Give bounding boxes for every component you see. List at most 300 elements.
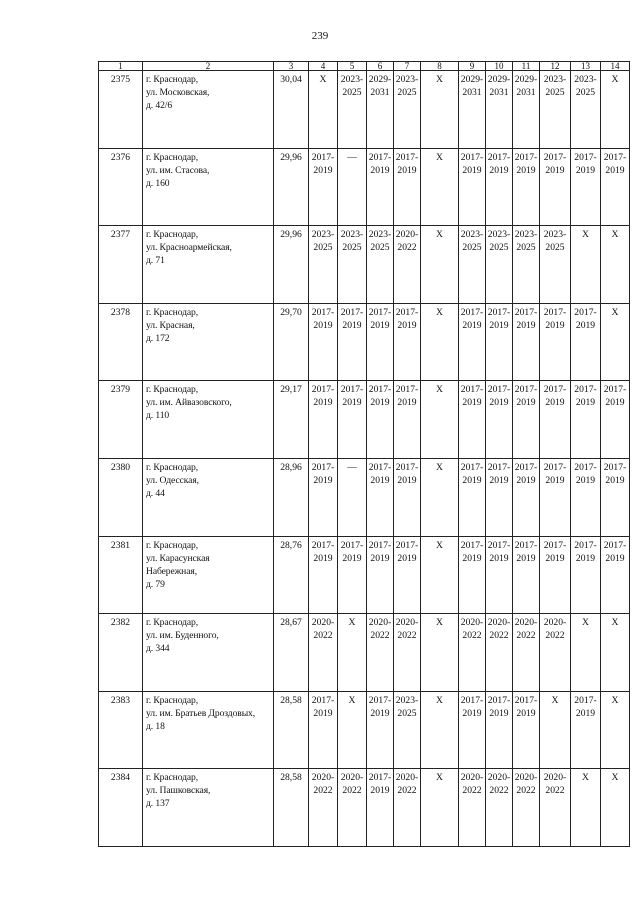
period-text: 2017- xyxy=(487,694,511,706)
period-text: 2031 xyxy=(516,87,536,98)
period-cell-col-8 xyxy=(421,536,459,614)
address-line: ул. им. Стасова, xyxy=(146,164,210,176)
address-line: ул. Московская, xyxy=(146,87,210,98)
period-text: Х xyxy=(611,74,619,85)
period-text: 2017- xyxy=(368,461,392,473)
period-text: 2020- xyxy=(514,772,538,784)
period-cell-col-13 xyxy=(571,303,601,381)
period-cell-col-13 xyxy=(571,536,601,614)
address-cell xyxy=(143,691,274,769)
period-text: 2017- xyxy=(487,306,511,318)
period-text: 2025 xyxy=(462,242,482,254)
period-text: 2017- xyxy=(603,384,627,396)
period-cell-col-14 xyxy=(601,303,630,381)
period-text: 2022 xyxy=(313,785,333,797)
period-cell-col-14 xyxy=(601,226,630,304)
period-text: 2017- xyxy=(460,461,484,473)
period-cell-col-7 xyxy=(394,769,421,847)
page-number: 239 xyxy=(311,30,329,42)
period-cell-col-6 xyxy=(367,769,394,847)
period-text: 2025 xyxy=(313,242,333,254)
address-cell xyxy=(143,614,274,692)
period-text: 2017- xyxy=(460,539,484,551)
address-line: д. 44 xyxy=(146,487,165,499)
table-row xyxy=(99,71,630,149)
period-text: 2017- xyxy=(574,694,597,706)
period-cell-col-14 xyxy=(601,691,630,769)
period-cell-col-11 xyxy=(513,148,540,226)
period-cell-col-6 xyxy=(367,71,394,149)
period-cell-col-9 xyxy=(459,303,486,381)
period-text: 2019 xyxy=(313,319,333,331)
address-line: Набережная, xyxy=(146,565,197,577)
period-cell-col-13 xyxy=(571,71,601,149)
period-text: Х xyxy=(611,306,619,318)
period-text: 2017- xyxy=(603,539,627,551)
period-text: 2022 xyxy=(462,785,482,797)
period-text: 2019 xyxy=(397,397,417,409)
column-header-6: 6 xyxy=(367,62,394,71)
period-cell-col-7 xyxy=(394,536,421,614)
period-text: 2017- xyxy=(340,384,364,396)
table-body xyxy=(99,71,630,847)
address-line: г. Краснодар, xyxy=(146,694,199,706)
period-cell-col-9 xyxy=(459,148,486,226)
period-cell-col-9 xyxy=(459,536,486,614)
period-text: 2017- xyxy=(368,694,392,706)
period-text: 2020- xyxy=(311,617,335,629)
period-text: 2020- xyxy=(368,617,392,629)
period-text: 2019 xyxy=(397,552,417,564)
address-line: г. Краснодар, xyxy=(146,772,199,784)
period-text: 2019 xyxy=(370,707,390,719)
address-cell xyxy=(143,536,274,614)
period-cell-col-5 xyxy=(338,381,367,459)
period-cell-col-8 xyxy=(421,614,459,692)
row-number: 2377 xyxy=(99,226,143,304)
period-text: 2031 xyxy=(370,87,390,98)
period-cell-col-12 xyxy=(540,536,571,614)
period-text: 2017- xyxy=(368,539,392,551)
area-cell: 28,58 xyxy=(274,691,309,769)
period-text: 2017- xyxy=(311,461,335,473)
address-cell xyxy=(143,458,274,536)
period-cell-col-5 xyxy=(338,303,367,381)
period-text: 2017- xyxy=(603,461,627,473)
period-text: Х xyxy=(436,772,443,784)
period-cell-col-5 xyxy=(338,71,367,149)
area-cell: 28,96 xyxy=(274,458,309,536)
period-cell-col-4 xyxy=(309,226,338,304)
period-cell-col-10 xyxy=(486,71,513,149)
period-text: 2023- xyxy=(574,74,597,85)
address-line: г. Краснодар, xyxy=(146,306,199,318)
period-cell-col-9 xyxy=(459,691,486,769)
period-text: 2020- xyxy=(487,617,511,629)
address-line: д. 137 xyxy=(146,798,170,810)
period-text: 2019 xyxy=(516,319,536,331)
period-cell-col-11 xyxy=(513,303,540,381)
period-cell-col-13 xyxy=(571,458,601,536)
period-text: 2017- xyxy=(574,384,597,396)
period-text: 2029- xyxy=(368,74,392,85)
period-cell-col-12 xyxy=(540,148,571,226)
area-cell: 29,70 xyxy=(274,303,309,381)
period-text: 2023- xyxy=(543,229,567,241)
period-text: 2017- xyxy=(487,151,511,163)
period-text: 2019 xyxy=(545,164,565,176)
period-cell-col-10 xyxy=(486,614,513,692)
period-text: 2020- xyxy=(340,772,364,784)
period-text: Х xyxy=(436,461,443,473)
period-text: 2025 xyxy=(545,87,565,98)
row-number: 2376 xyxy=(99,148,143,226)
period-text: 2017- xyxy=(603,151,627,163)
period-text: 2025 xyxy=(342,242,362,254)
period-text: 2019 xyxy=(489,397,509,409)
period-text: 2025 xyxy=(575,87,596,98)
period-cell-col-7 xyxy=(394,458,421,536)
period-cell-col-11 xyxy=(513,769,540,847)
period-text: 2020- xyxy=(395,772,419,784)
period-text: 2017- xyxy=(574,539,597,551)
period-text: Х xyxy=(611,229,619,241)
period-cell-col-4 xyxy=(309,614,338,692)
period-text: 2019 xyxy=(516,397,536,409)
period-cell-col-9 xyxy=(459,226,486,304)
period-text: 2019 xyxy=(462,319,482,331)
period-text: 2019 xyxy=(313,164,333,176)
period-cell-col-10 xyxy=(486,769,513,847)
table-row xyxy=(99,458,630,536)
period-text: 2019 xyxy=(516,552,536,564)
period-text: Х xyxy=(436,694,443,706)
period-cell-col-12 xyxy=(540,691,571,769)
address-line: ул. им. Айвазовского, xyxy=(146,397,232,409)
period-cell-col-4 xyxy=(309,769,338,847)
period-text: 2017- xyxy=(311,694,335,706)
column-header-8: 8 xyxy=(421,62,459,71)
period-text: 2019 xyxy=(575,164,596,176)
period-text: 2017- xyxy=(574,461,597,473)
period-text: 2019 xyxy=(516,474,536,486)
row-number: 2381 xyxy=(99,536,143,614)
period-cell-col-11 xyxy=(513,226,540,304)
period-cell-col-12 xyxy=(540,458,571,536)
period-text: 2023- xyxy=(514,229,538,241)
period-text: 2017- xyxy=(368,384,392,396)
row-number: 2379 xyxy=(99,381,143,459)
period-text: 2019 xyxy=(489,707,509,719)
period-cell-col-6 xyxy=(367,458,394,536)
period-text: 2019 xyxy=(370,164,390,176)
period-text: 2022 xyxy=(489,630,509,642)
period-text: 2023- xyxy=(311,229,335,241)
period-text: 2017- xyxy=(543,384,567,396)
column-header-4: 4 xyxy=(309,62,338,71)
period-text: 2019 xyxy=(462,707,482,719)
period-text: 2022 xyxy=(489,785,509,797)
address-cell xyxy=(143,381,274,459)
period-cell-col-7 xyxy=(394,691,421,769)
period-text: 2023- xyxy=(460,229,484,241)
area-cell: 30,04 xyxy=(274,71,309,149)
period-text: 2017- xyxy=(487,461,511,473)
table-row xyxy=(99,226,630,304)
period-text: 2019 xyxy=(313,552,333,564)
period-cell-col-6 xyxy=(367,614,394,692)
period-text: 2023- xyxy=(543,74,567,85)
column-header-10: 10 xyxy=(486,62,513,71)
period-text: Х xyxy=(436,306,443,318)
column-header-3: 3 xyxy=(274,62,309,71)
period-text: 2017- xyxy=(514,694,538,706)
period-text: 2019 xyxy=(545,319,565,331)
period-text: 2025 xyxy=(397,87,417,98)
address-line: д. 160 xyxy=(146,177,170,189)
period-cell-col-13 xyxy=(571,381,601,459)
table-row xyxy=(99,303,630,381)
period-text: 2019 xyxy=(489,319,509,331)
period-text: 2017- xyxy=(311,539,335,551)
period-text: 2019 xyxy=(462,474,482,486)
period-text: 2017- xyxy=(368,306,392,318)
address-line: д. 42/6 xyxy=(146,100,173,111)
period-text: 2019 xyxy=(397,319,417,331)
period-cell-col-14 xyxy=(601,458,630,536)
period-cell-col-12 xyxy=(540,614,571,692)
address-cell xyxy=(143,71,274,149)
period-cell-col-6 xyxy=(367,536,394,614)
period-text: 2020- xyxy=(487,772,511,784)
period-cell-col-11 xyxy=(513,614,540,692)
period-text: Х xyxy=(582,617,589,629)
period-cell-col-4 xyxy=(309,458,338,536)
period-text: 2019 xyxy=(462,552,482,564)
period-cell-col-5 xyxy=(338,148,367,226)
table-header xyxy=(99,62,630,71)
period-text: 2019 xyxy=(342,319,362,331)
period-text: 2017- xyxy=(368,772,392,784)
period-text: 2017- xyxy=(311,306,335,318)
period-cell-col-6 xyxy=(367,691,394,769)
period-text: 2017- xyxy=(543,539,567,551)
period-cell-col-14 xyxy=(601,769,630,847)
period-cell-col-11 xyxy=(513,458,540,536)
period-text: 2019 xyxy=(575,397,596,409)
period-cell-col-9 xyxy=(459,769,486,847)
period-text: 2019 xyxy=(462,397,482,409)
period-text: Х xyxy=(436,74,443,85)
period-cell-col-9 xyxy=(459,71,486,149)
period-text: 2017- xyxy=(368,151,392,163)
period-text: 2020- xyxy=(460,772,484,784)
period-text: 2019 xyxy=(342,552,362,564)
period-cell-col-9 xyxy=(459,614,486,692)
period-cell-col-8 xyxy=(421,148,459,226)
period-text: 2017- xyxy=(395,539,419,551)
period-cell-col-4 xyxy=(309,381,338,459)
period-cell-col-14 xyxy=(601,381,630,459)
period-text: 2019 xyxy=(397,474,417,486)
address-line: г. Краснодар, xyxy=(146,229,199,241)
period-cell-col-8 xyxy=(421,226,459,304)
address-line: г. Краснодар, xyxy=(146,74,199,85)
period-text: — xyxy=(347,151,357,163)
period-cell-col-12 xyxy=(540,303,571,381)
period-text: 2017- xyxy=(460,384,484,396)
period-cell-col-14 xyxy=(601,148,630,226)
table-row xyxy=(99,614,630,692)
period-text: 2019 xyxy=(575,552,596,564)
period-cell-col-13 xyxy=(571,691,601,769)
period-text: 2017- xyxy=(395,461,419,473)
period-text: 2020- xyxy=(460,617,484,629)
period-text: 2020- xyxy=(311,772,335,784)
period-cell-col-4 xyxy=(309,71,338,149)
period-cell-col-8 xyxy=(421,691,459,769)
period-cell-col-10 xyxy=(486,303,513,381)
period-text: 2023- xyxy=(340,74,364,85)
period-text: 2023- xyxy=(395,694,419,706)
period-cell-col-7 xyxy=(394,71,421,149)
area-cell: 28,67 xyxy=(274,614,309,692)
period-text: 2019 xyxy=(605,164,625,176)
period-text: 2017- xyxy=(460,694,484,706)
period-text: 2017- xyxy=(311,151,335,163)
address-line: г. Краснодар, xyxy=(146,384,199,396)
repair-schedule-table xyxy=(98,61,630,847)
address-cell xyxy=(143,303,274,381)
period-text: — xyxy=(347,461,357,473)
column-header-14: 14 xyxy=(601,62,630,71)
address-cell xyxy=(143,148,274,226)
period-text: 2019 xyxy=(313,707,333,719)
period-cell-col-14 xyxy=(601,614,630,692)
period-text: 2020- xyxy=(395,229,419,241)
period-text: 2019 xyxy=(489,474,509,486)
period-text: 2019 xyxy=(575,707,596,719)
period-cell-col-5 xyxy=(338,769,367,847)
period-cell-col-12 xyxy=(540,226,571,304)
period-text: 2017- xyxy=(311,384,335,396)
column-header-5: 5 xyxy=(338,62,367,71)
period-text: 2019 xyxy=(545,474,565,486)
period-cell-col-10 xyxy=(486,226,513,304)
area-cell: 28,58 xyxy=(274,769,309,847)
period-text: 2017- xyxy=(543,461,567,473)
address-line: д. 110 xyxy=(146,410,170,422)
period-cell-col-8 xyxy=(421,303,459,381)
period-cell-col-10 xyxy=(486,381,513,459)
period-text: 2022 xyxy=(397,242,417,254)
address-line: г. Краснодар, xyxy=(146,617,199,629)
address-line: ул. Красноармейская, xyxy=(146,242,232,254)
period-text: Х xyxy=(436,229,443,241)
column-header-1: 1 xyxy=(99,62,143,71)
period-text: 2025 xyxy=(516,242,536,254)
period-text: 2017- xyxy=(543,151,567,163)
period-text: 2022 xyxy=(462,630,482,642)
period-text: 2025 xyxy=(342,87,362,98)
period-cell-col-6 xyxy=(367,226,394,304)
period-cell-col-6 xyxy=(367,303,394,381)
period-cell-col-14 xyxy=(601,536,630,614)
period-text: 2023- xyxy=(395,74,419,85)
period-text: 2019 xyxy=(605,397,625,409)
period-text: 2020- xyxy=(395,617,419,629)
period-text: 2019 xyxy=(370,474,390,486)
period-cell-col-7 xyxy=(394,148,421,226)
period-cell-col-8 xyxy=(421,381,459,459)
table-row xyxy=(99,536,630,614)
period-text: 2022 xyxy=(342,785,362,797)
period-text: Х xyxy=(611,617,619,629)
table-row xyxy=(99,769,630,847)
table-row xyxy=(99,148,630,226)
period-text: 2017- xyxy=(514,461,538,473)
area-cell: 29,17 xyxy=(274,381,309,459)
area-cell: 29,96 xyxy=(274,148,309,226)
period-text: 2017- xyxy=(574,151,597,163)
period-cell-col-6 xyxy=(367,148,394,226)
period-cell-col-8 xyxy=(421,71,459,149)
period-text: 2019 xyxy=(397,164,417,176)
row-number: 2380 xyxy=(99,458,143,536)
address-cell xyxy=(143,226,274,304)
column-header-2: 2 xyxy=(143,62,274,71)
period-text: 2025 xyxy=(489,242,509,254)
period-text: 2019 xyxy=(313,397,333,409)
row-number: 2378 xyxy=(99,303,143,381)
period-text: Х xyxy=(436,151,443,163)
period-text: 2019 xyxy=(545,397,565,409)
period-text: 2025 xyxy=(370,242,390,254)
period-text: 2017- xyxy=(487,539,511,551)
period-text: 2017- xyxy=(395,151,419,163)
period-cell-col-10 xyxy=(486,691,513,769)
period-text: 2017- xyxy=(395,306,419,318)
period-cell-col-10 xyxy=(486,458,513,536)
period-cell-col-12 xyxy=(540,381,571,459)
period-cell-col-4 xyxy=(309,536,338,614)
period-cell-col-4 xyxy=(309,691,338,769)
period-text: 2023- xyxy=(368,229,392,241)
period-text: 2019 xyxy=(342,397,362,409)
period-text: 2022 xyxy=(313,630,333,642)
row-number: 2382 xyxy=(99,614,143,692)
period-text: 2023- xyxy=(340,229,364,241)
address-line: д. 172 xyxy=(146,332,170,344)
period-text: 2020- xyxy=(543,617,567,629)
period-text: 2029- xyxy=(460,74,484,85)
period-cell-col-10 xyxy=(486,536,513,614)
period-text: 2020- xyxy=(514,617,538,629)
period-text: 2017- xyxy=(514,384,538,396)
period-cell-col-5 xyxy=(338,226,367,304)
period-cell-col-14 xyxy=(601,71,630,149)
period-cell-col-4 xyxy=(309,148,338,226)
period-text: Х xyxy=(319,74,327,85)
period-cell-col-12 xyxy=(540,769,571,847)
column-header-7: 7 xyxy=(394,62,421,71)
row-number: 2375 xyxy=(99,71,143,149)
period-text: 2019 xyxy=(370,552,390,564)
period-text: 2017- xyxy=(460,306,484,318)
period-text: Х xyxy=(436,617,443,629)
address-line: д. 344 xyxy=(146,643,170,655)
period-text: 2029- xyxy=(487,74,511,85)
